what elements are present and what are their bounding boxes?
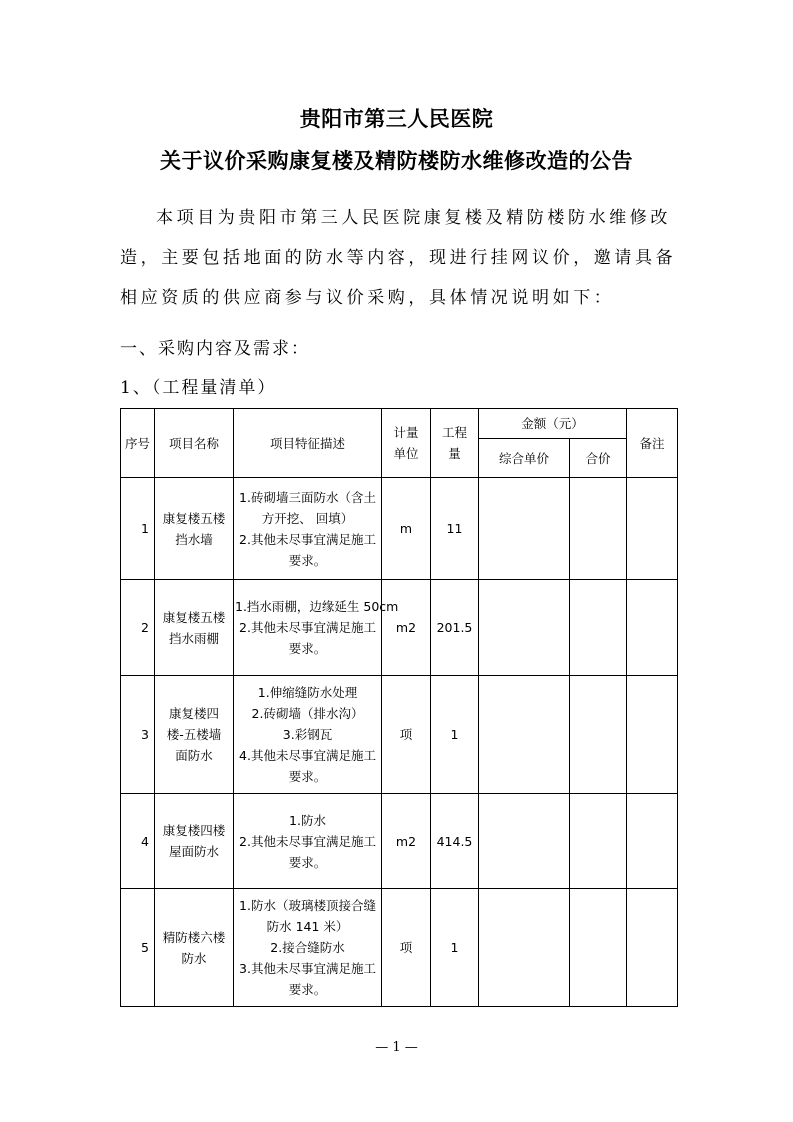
table-row xyxy=(121,889,678,1007)
description-line: 2.接合缝防水 xyxy=(270,940,345,955)
cell-total xyxy=(570,794,627,889)
cell-seq: 1 xyxy=(121,478,155,580)
cell-total xyxy=(570,580,627,676)
description-line: 要求。 xyxy=(288,769,327,784)
cell-total xyxy=(570,676,627,794)
cell-unit: m xyxy=(382,478,431,580)
cell-remark xyxy=(627,676,678,794)
cell-item-name: 康复楼四楼屋面防水 xyxy=(155,794,234,889)
description-line: 1.砖砌墙三面防水（含土 xyxy=(239,489,376,505)
description-line: 要求。 xyxy=(288,982,327,997)
description-line: 2.砖砌墙（排水沟） xyxy=(251,706,364,721)
header-amount-group: 金额（元） xyxy=(479,409,627,439)
description-line: 2.其他未尽事宜满足施工 xyxy=(239,833,376,849)
header-name: 项目名称 xyxy=(155,409,234,478)
cell-description xyxy=(234,478,382,580)
description-line: 1.防水（玻璃楼顶接合缝 xyxy=(239,898,376,913)
document-title-hospital: 贵阳市第三人民医院 xyxy=(299,106,494,131)
cell-quantity: 1 xyxy=(431,889,479,1007)
section-heading: 一、采购内容及需求： xyxy=(120,339,310,359)
cell-item-name: 康复楼四楼-五楼墙面防水 xyxy=(155,676,234,794)
cell-quantity: 201.5 xyxy=(431,580,479,676)
table-row xyxy=(121,794,678,889)
table-row xyxy=(121,580,678,676)
page-number: — 1 — xyxy=(375,1040,418,1055)
cell-seq: 5 xyxy=(121,889,155,1007)
table-row xyxy=(121,478,678,580)
cell-unit-price xyxy=(479,794,570,889)
cell-total xyxy=(570,889,627,1007)
cell-remark xyxy=(627,580,678,676)
cell-quantity: 414.5 xyxy=(431,794,479,889)
header-unit-price: 综合单价 xyxy=(479,439,570,478)
cell-description xyxy=(234,889,382,1007)
description-line: 1.伸缩缝防水处理 xyxy=(257,685,358,700)
cell-remark xyxy=(627,889,678,1007)
bill-of-quantities-table xyxy=(120,408,678,1007)
description-line: 3.其他未尽事宜满足施工 xyxy=(239,961,376,976)
description-line: 1.挡水雨棚，边缘延生 50cm xyxy=(235,599,399,614)
cell-unit-price xyxy=(479,676,570,794)
cell-description xyxy=(234,794,382,889)
cell-seq: 2 xyxy=(121,580,155,676)
header-desc: 项目特征描述 xyxy=(234,409,382,478)
description-line: 3.彩钢瓦 xyxy=(282,727,333,742)
description-line: 要求。 xyxy=(288,854,327,870)
cell-description xyxy=(234,580,399,676)
cell-quantity: 1 xyxy=(431,676,479,794)
intro-paragraph: 本项目为贵阳市第三人民医院康复楼及精防楼防水维修改造，主要包括地面的防水等内容，现进行挂网议价，邀请具备相应资质的供应商参与议价采购，具体情况说明如下： xyxy=(120,208,677,308)
cell-item-name: 康复楼五楼挡水墙 xyxy=(155,478,234,580)
description-line: 2.其他未尽事宜满足施工 xyxy=(239,620,376,635)
description-line: 要求。 xyxy=(288,552,327,568)
cell-total xyxy=(570,478,627,580)
document-title-notice: 关于议价采购康复楼及精防楼防水维修改造的公告 xyxy=(160,148,633,173)
cell-remark xyxy=(627,794,678,889)
description-line: 方开挖、 回填） xyxy=(261,510,354,526)
cell-remark xyxy=(627,478,678,580)
description-line: 1.防水 xyxy=(289,812,326,828)
description-line: 防水 141 米） xyxy=(266,919,349,934)
cell-unit-price xyxy=(479,478,570,580)
description-line: 要求。 xyxy=(288,641,327,656)
header-remark: 备注 xyxy=(627,409,678,478)
cell-seq: 4 xyxy=(121,794,155,889)
cell-item-name: 康复楼五楼挡水雨棚 xyxy=(155,580,234,676)
description-line: 2.其他未尽事宜满足施工 xyxy=(239,531,376,547)
cell-seq: 3 xyxy=(121,676,155,794)
header-total: 合价 xyxy=(570,439,627,478)
header-unit: 计量单位 xyxy=(382,409,431,478)
cell-unit-price xyxy=(479,889,570,1007)
cell-item-name: 精防楼六楼防水 xyxy=(155,889,234,1007)
table-row xyxy=(121,676,678,794)
header-qty: 工程量 xyxy=(431,409,479,478)
cell-unit: 项 xyxy=(382,889,431,1007)
cell-unit: m2 xyxy=(382,580,431,676)
cell-unit: m2 xyxy=(382,794,431,889)
cell-quantity: 11 xyxy=(431,478,479,580)
cell-unit-price xyxy=(479,580,570,676)
description-line: 4.其他未尽事宜满足施工 xyxy=(239,748,376,763)
subsection-heading: 1、（工程量清单） xyxy=(120,378,277,398)
header-seq: 序号 xyxy=(121,409,155,478)
cell-description xyxy=(234,676,382,794)
cell-unit: 项 xyxy=(382,676,431,794)
